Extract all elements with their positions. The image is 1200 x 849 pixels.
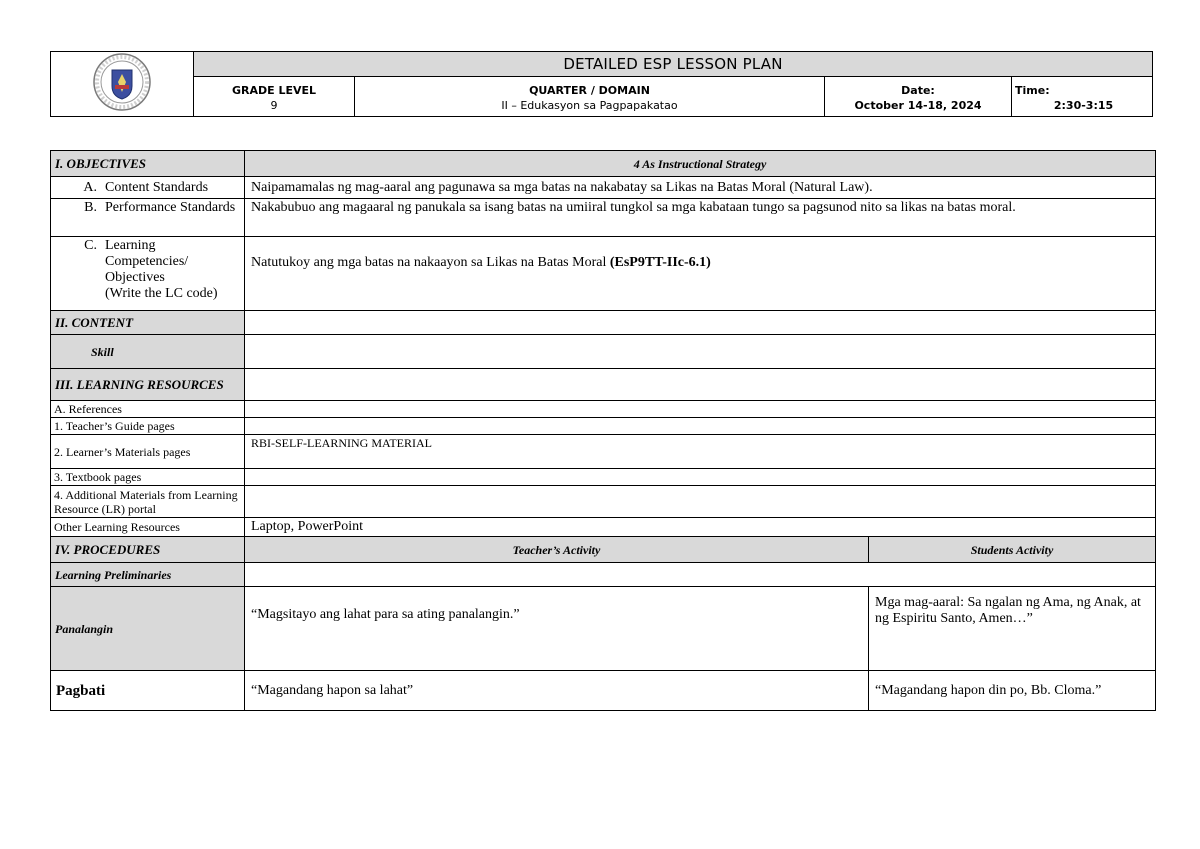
skill-value bbox=[245, 335, 1156, 369]
panalangin-row bbox=[51, 587, 1156, 671]
quarter-domain-label: QUARTER / DOMAIN bbox=[529, 83, 650, 97]
date-label: Date: bbox=[901, 83, 935, 97]
date-value: October 14-18, 2024 bbox=[854, 98, 982, 112]
header-table bbox=[50, 51, 1153, 117]
learners-materials-row bbox=[51, 435, 1156, 469]
lc-code: (EsP9TT-IIc-6.1) bbox=[609, 255, 711, 270]
pagbati-teacher: “Magandang hapon sa lahat” bbox=[245, 671, 869, 711]
learning-competencies-label-cell bbox=[51, 237, 245, 311]
preliminaries-value bbox=[245, 563, 1156, 587]
lesson-plan-title: DETAILED ESP LESSON PLAN bbox=[194, 52, 1153, 77]
performance-standards-row bbox=[51, 199, 1156, 237]
time-value: 2:30-3:15 bbox=[1053, 98, 1114, 112]
quarter-domain-cell bbox=[355, 77, 825, 117]
content-header-row bbox=[51, 311, 1156, 335]
teachers-guide-row bbox=[51, 418, 1156, 435]
teacher-activity-header: Teacher’s Activity bbox=[245, 537, 869, 563]
grade-level-value: 9 bbox=[270, 98, 278, 112]
panalangin-student: Mga mag-aaral: Sa ngalan ng Ama, ng Anak, at ng Espiritu Santo, Amen…” bbox=[869, 587, 1156, 671]
other-resources-row bbox=[51, 518, 1156, 537]
textbook-row bbox=[51, 469, 1156, 486]
lc-code-hint: (Write the LC code) bbox=[105, 286, 218, 301]
content-standards-label: Content Standards bbox=[105, 179, 209, 195]
panalangin-teacher: “Magsitayo ang lahat para sa ating panalangin.” bbox=[245, 587, 869, 671]
performance-standards-label-cell bbox=[51, 199, 245, 237]
grade-level-label: GRADE LEVEL bbox=[231, 83, 317, 97]
references-row bbox=[51, 401, 1156, 418]
content-value bbox=[245, 311, 1156, 335]
pagbati-label: Pagbati bbox=[51, 671, 245, 711]
objectives-header-row bbox=[51, 151, 1156, 177]
teachers-guide-value bbox=[245, 418, 1156, 435]
textbook-label: 3. Textbook pages bbox=[51, 469, 245, 486]
time-label: Time: bbox=[1015, 83, 1050, 97]
learning-competencies-row bbox=[51, 237, 1156, 311]
date-cell bbox=[825, 77, 1012, 117]
additional-materials-label: 4. Additional Materials from Learning Resource (LR) portal bbox=[51, 486, 245, 518]
deped-seal-cell bbox=[51, 52, 194, 117]
deped-seal-icon bbox=[92, 52, 152, 112]
learning-competencies-num: C. bbox=[84, 238, 97, 253]
procedures-section-label: IV. PROCEDURES bbox=[51, 537, 245, 563]
pagbati-row bbox=[51, 671, 1156, 711]
content-standards-label-cell bbox=[51, 177, 245, 199]
resources-header-row bbox=[51, 369, 1156, 401]
lesson-plan-table bbox=[50, 150, 1156, 711]
performance-standards-value: Nakabubuo ang magaaral ng panukala sa isang batas na umiiral tungkol sa mga kabataan tungo sa pagsunod nito sa likas na batas moral. bbox=[245, 199, 1156, 237]
performance-standards-num: B. bbox=[84, 200, 97, 215]
objectives-section-label: I. OBJECTIVES bbox=[51, 151, 245, 177]
pagbati-student: “Magandang hapon din po, Bb. Cloma.” bbox=[869, 671, 1156, 711]
procedures-header-row bbox=[51, 537, 1156, 563]
other-resources-value: Laptop, PowerPoint bbox=[245, 518, 1156, 537]
quarter-domain-value: II – Edukasyon sa Pagpapakatao bbox=[501, 98, 678, 112]
panalangin-label: Panalangin bbox=[51, 587, 245, 671]
skill-row bbox=[51, 335, 1156, 369]
strategy-label: 4 As Instructional Strategy bbox=[245, 151, 1156, 177]
other-resources-label: Other Learning Resources bbox=[51, 518, 245, 537]
learners-materials-label: 2. Learner’s Materials pages bbox=[51, 435, 245, 469]
references-value bbox=[245, 401, 1156, 418]
resources-section-label: III. LEARNING RESOURCES bbox=[51, 369, 245, 401]
resources-value bbox=[245, 369, 1156, 401]
student-activity-header: Students Activity bbox=[869, 537, 1156, 563]
learning-competencies-value-cell bbox=[245, 237, 1156, 311]
performance-standards-label: Performance Standards bbox=[105, 200, 236, 215]
learning-competencies-value: Natutukoy ang mga batas na nakaayon sa Likas na Batas Moral bbox=[251, 255, 610, 270]
content-standards-value: Naipamamalas ng mag-aaral ang pagunawa sa mga batas na nakabatay sa Likas na Batas Moral (Natural Law). bbox=[245, 177, 1156, 199]
preliminaries-row bbox=[51, 563, 1156, 587]
teachers-guide-label: 1. Teacher’s Guide pages bbox=[51, 418, 245, 435]
learners-materials-value: RBI-SELF-LEARNING MATERIAL bbox=[245, 435, 1156, 469]
time-cell bbox=[1012, 77, 1153, 117]
preliminaries-label: Learning Preliminaries bbox=[51, 563, 245, 587]
textbook-value bbox=[245, 469, 1156, 486]
references-label: A. References bbox=[51, 401, 245, 418]
additional-materials-value bbox=[245, 486, 1156, 518]
content-standards-row bbox=[51, 177, 1156, 199]
additional-materials-row bbox=[51, 486, 1156, 518]
grade-level-cell bbox=[194, 77, 355, 117]
content-section-label: II. CONTENT bbox=[51, 311, 245, 335]
content-standards-num: A. bbox=[83, 179, 97, 195]
skill-label: Skill bbox=[51, 335, 245, 369]
learning-competencies-label: Learning Competencies/ Objectives bbox=[105, 238, 189, 285]
